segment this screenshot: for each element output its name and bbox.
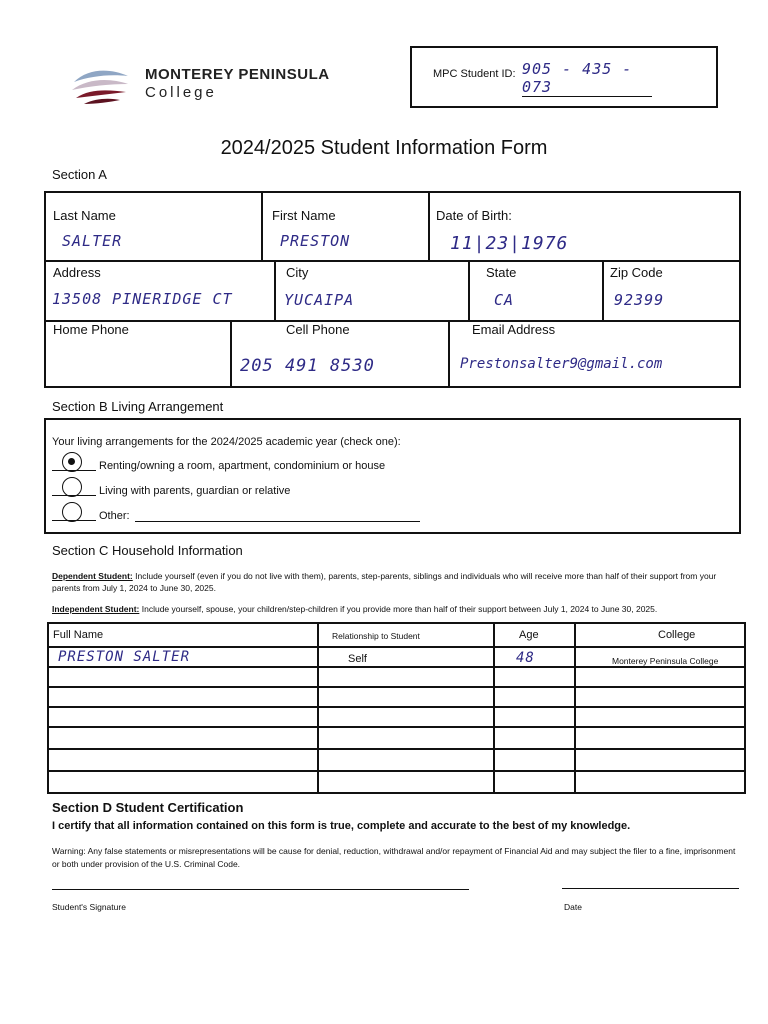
address-field[interactable]: 13508 PINERIDGE CT xyxy=(52,290,233,308)
dependent-label: Dependent Student: xyxy=(52,571,133,581)
home-phone-label: Home Phone xyxy=(53,322,129,337)
row-divider xyxy=(47,666,746,668)
institution-subname: College xyxy=(145,84,217,101)
student-id-label: MPC Student ID: xyxy=(433,68,516,80)
section-c-heading: Section C Household Information xyxy=(52,543,243,558)
other-input[interactable] xyxy=(135,521,420,522)
cell-phone-field[interactable]: 205 491 8530 xyxy=(240,356,375,376)
city-field[interactable]: YUCAIPA xyxy=(284,291,355,309)
dob-label: Date of Birth: xyxy=(436,208,512,223)
radio-underline xyxy=(52,495,96,496)
zip-label: Zip Code xyxy=(610,265,663,280)
col-divider xyxy=(428,191,430,261)
row-divider xyxy=(47,706,746,708)
row1-relationship[interactable]: Self xyxy=(348,653,367,665)
certify-text: I certify that all information contained on this form is true, complete and accurate to the best of my knowledge. xyxy=(52,820,631,832)
col-divider xyxy=(230,320,232,388)
row1-age[interactable]: 48 xyxy=(516,650,535,666)
city-label: City xyxy=(286,265,309,280)
last-name-field[interactable]: SALTER xyxy=(62,232,123,250)
col-divider xyxy=(468,260,470,321)
email-field[interactable]: Prestonsalter9@gmail.com xyxy=(460,356,663,372)
col-header-age: Age xyxy=(519,629,539,641)
first-name-label: First Name xyxy=(272,208,336,223)
dependent-note xyxy=(52,570,742,594)
col-header-relationship: Relationship to Student xyxy=(332,631,420,641)
date-label: Date xyxy=(564,902,582,912)
section-d-heading: Section D Student Certification xyxy=(52,800,244,815)
signature-label: Student's Signature xyxy=(52,902,126,912)
first-name-field[interactable]: PRESTON xyxy=(280,232,351,250)
independent-note xyxy=(52,604,752,614)
row1-name[interactable]: PRESTON SALTER xyxy=(58,649,191,665)
living-prompt: Your living arrangements for the 2024/2025 academic year (check one): xyxy=(52,436,401,448)
col-header-college: College xyxy=(658,629,696,641)
state-label: State xyxy=(486,265,517,280)
last-name-label: Last Name xyxy=(53,208,116,223)
col-divider xyxy=(274,260,276,321)
row-divider xyxy=(47,770,746,772)
option-renting-label: Renting/owning a room, apartment, condominium or house xyxy=(99,460,386,472)
radio-renting[interactable] xyxy=(62,452,82,472)
state-field[interactable]: CA xyxy=(494,291,515,309)
col-divider xyxy=(261,191,263,261)
zip-field[interactable]: 92399 xyxy=(614,291,665,309)
independent-label: Independent Student: xyxy=(52,604,140,614)
radio-other[interactable] xyxy=(62,502,82,522)
row-divider xyxy=(44,260,741,262)
warning-text: Warning: Any false statements or misrepresentations will be cause for denial, reduction, withdrawal and/or repayment of Financial Aid and may subject the filer to a fine, imprisonment or both under provision of the U.S. Criminal Code. xyxy=(52,846,736,869)
address-label: Address xyxy=(53,265,101,280)
email-label: Email Address xyxy=(472,322,556,337)
institution-name: MONTEREY PENINSULA xyxy=(145,66,330,83)
row1-college[interactable]: Monterey Peninsula College xyxy=(612,656,719,666)
cell-phone-label: Cell Phone xyxy=(286,322,350,337)
college-logo xyxy=(70,60,130,108)
radio-parents[interactable] xyxy=(62,477,82,497)
radio-underline xyxy=(52,520,96,521)
section-a-heading: Section A xyxy=(52,167,107,182)
row-divider xyxy=(47,686,746,688)
independent-text: Include yourself, spouse, your children/step-children if you provide more than half of their support between July 1, 2024 to June 30, 2025. xyxy=(141,604,658,614)
row-divider xyxy=(47,726,746,728)
dob-field[interactable]: 11|23|1976 xyxy=(450,233,569,254)
option-other-label: Other: xyxy=(99,510,130,522)
form-title: 2024/2025 Student Information Form xyxy=(220,137,548,159)
student-id-value[interactable]: 905 - 435 - 073 xyxy=(522,60,652,97)
col-divider xyxy=(448,320,450,388)
radio-underline xyxy=(52,470,96,471)
col-divider xyxy=(602,260,604,321)
row-divider xyxy=(47,748,746,750)
row-divider xyxy=(44,320,741,322)
section-b-heading: Section B Living Arrangement xyxy=(52,399,224,414)
signature-line[interactable] xyxy=(52,889,469,890)
date-line[interactable] xyxy=(562,888,739,889)
row-divider xyxy=(47,646,746,648)
col-header-full-name: Full Name xyxy=(53,629,104,641)
dependent-text: Include yourself (even if you do not live with them), parents, step-parents, siblings and individuals who will receive more than half of their support from your parents from July 1, 2024 to June 30, 2025. xyxy=(52,571,717,593)
option-parents-label: Living with parents, guardian or relative xyxy=(99,485,291,497)
